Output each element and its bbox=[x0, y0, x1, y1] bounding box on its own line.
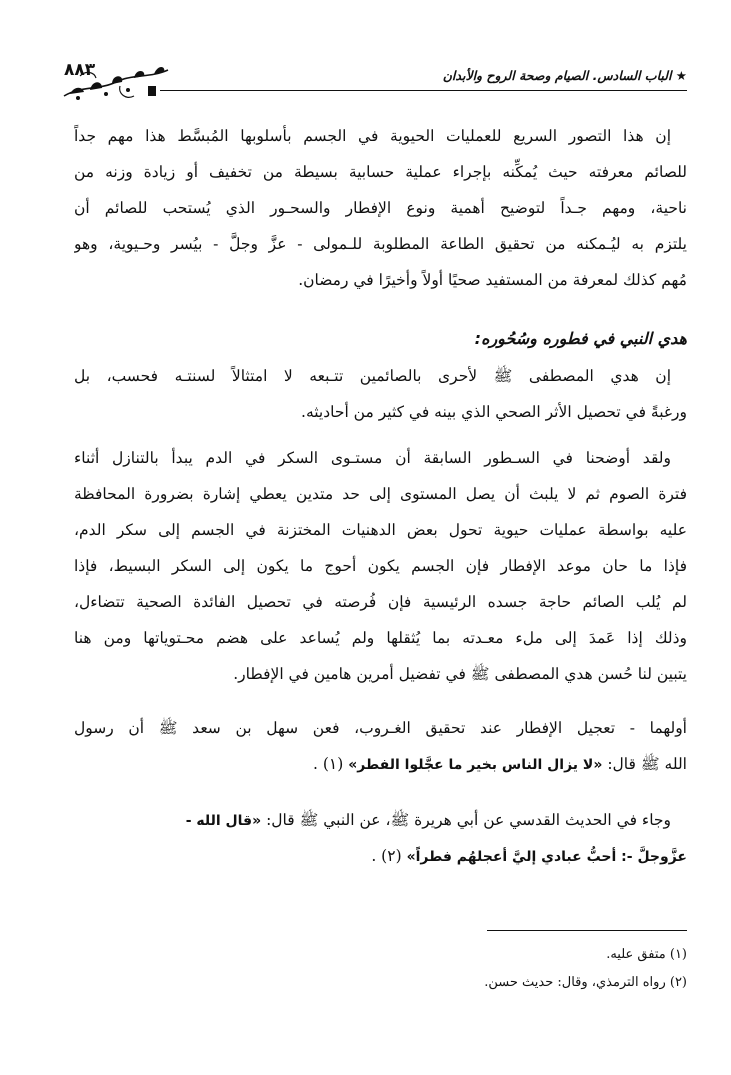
text-line bbox=[74, 840, 687, 872]
text-line: يلتزم به ليُـمكنه من تحقيق الطاعة المطلوبة للـمولى - عزَّ وجلَّ - بيُسر وحـيوية، وهو bbox=[74, 235, 687, 253]
text-line: لم يُلب الصائم حاجة جسده الرئيسية فإن فُرصته في تحصيل الفائدة الصحية تتضاءل، bbox=[74, 593, 687, 611]
footnote-divider bbox=[487, 930, 687, 931]
section-subheading: هدي النبي في فطوره وسُحُوره: bbox=[474, 329, 687, 348]
text-line: ورغبةً في تحصيل الأثر الصحي الذي بينه في كثير من أحاديثه. bbox=[301, 403, 687, 421]
hadith-quote: عزَّوجلَّ -: أحبُّ عبادي إليَّ أعجلهُم فطراً» bbox=[406, 849, 687, 865]
text-line: يتبين لنا حُسن هدي المصطفى ﷺ في تفضيل أمرين هامين في الإفطار. bbox=[233, 665, 687, 683]
text-line: عليه بواسطة عمليات حيوية تحول بعض الدهنيات المختزنة في الجسم إلى سكر الدم، bbox=[74, 521, 687, 539]
header-rule bbox=[160, 90, 687, 91]
text-line: أولهما - تعجيل الإفطار عند تحقيق الغـروب، فعن سهل بن سعد ﷺ أن رسول bbox=[74, 719, 687, 737]
page-number: ٨٨٣ bbox=[64, 60, 96, 80]
text-run: وجاء في الحديث القدسي عن أبي هريرة ﷺ، عن النبي ﷺ قال: bbox=[266, 811, 671, 829]
hadith-quote: «لا يزال الناس بخير ما عجَّلوا الفطر» bbox=[348, 757, 603, 773]
text-line: إن هدي المصطفى ﷺ لأحرى بالصائمين تتـبعه لا امتثالاً لسنتـه فحسب، بل bbox=[74, 367, 671, 385]
footnote-marker: (٢) . bbox=[371, 847, 402, 865]
text-line: للصائم معرفته حيث يُمكِّنه بإجراء عملية حسابية بسيطة من تخفيف أو زيادة وزنه من bbox=[74, 163, 687, 181]
footnote: (٢) رواه الترمذي، وقال: حديث حسن. bbox=[484, 975, 687, 990]
text-run: الله ﷺ قال: bbox=[607, 755, 687, 773]
text-line: مُهم كذلك لمعرفة من المستفيد صحيًا أولاً وأخيرًا في رمضان. bbox=[298, 271, 687, 289]
running-title: ★ الباب السادس. الصيام وصحة الروح والأبدان bbox=[442, 68, 687, 83]
text-line bbox=[74, 804, 671, 836]
text-line: ولقد أوضحنا في السـطور السابقة أن مستـوى السكر في الدم يبدأ بالتنازل أثناء bbox=[74, 449, 671, 467]
text-line bbox=[74, 748, 687, 780]
text-line: فترة الصوم ثم لا يلبث أن يصل المستوى إلى حد متدين يعطي إشارة بضرورة المحافظة bbox=[74, 485, 687, 503]
footnote: (١) متفق عليه. bbox=[606, 947, 687, 962]
footnote-marker: (١) . bbox=[313, 755, 344, 773]
hadith-quote: «قال الله - bbox=[185, 813, 262, 829]
text-line: وذلك إذا عَمدَ إلى ملء معـدته بما يُثقلها ولم يُساعد على هضم محـتوياتها ومن هنا bbox=[74, 629, 687, 647]
text-line: إن هذا التصور السريع للعمليات الحيوية في الجسم بأسلوبها المُبسَّط هذا مهم جداً bbox=[74, 127, 671, 145]
text-line: ناحية، ومهم جـداً لتوضيح أهمية ونوع الإفطار والسحـور الذي يُستحب للصائم أن bbox=[74, 199, 687, 217]
text-line: فإذا ما حان موعد الإفطار فإن الجسم يكون أحوج ما يكون إلى السكر البسيط، فإذا bbox=[74, 557, 687, 575]
